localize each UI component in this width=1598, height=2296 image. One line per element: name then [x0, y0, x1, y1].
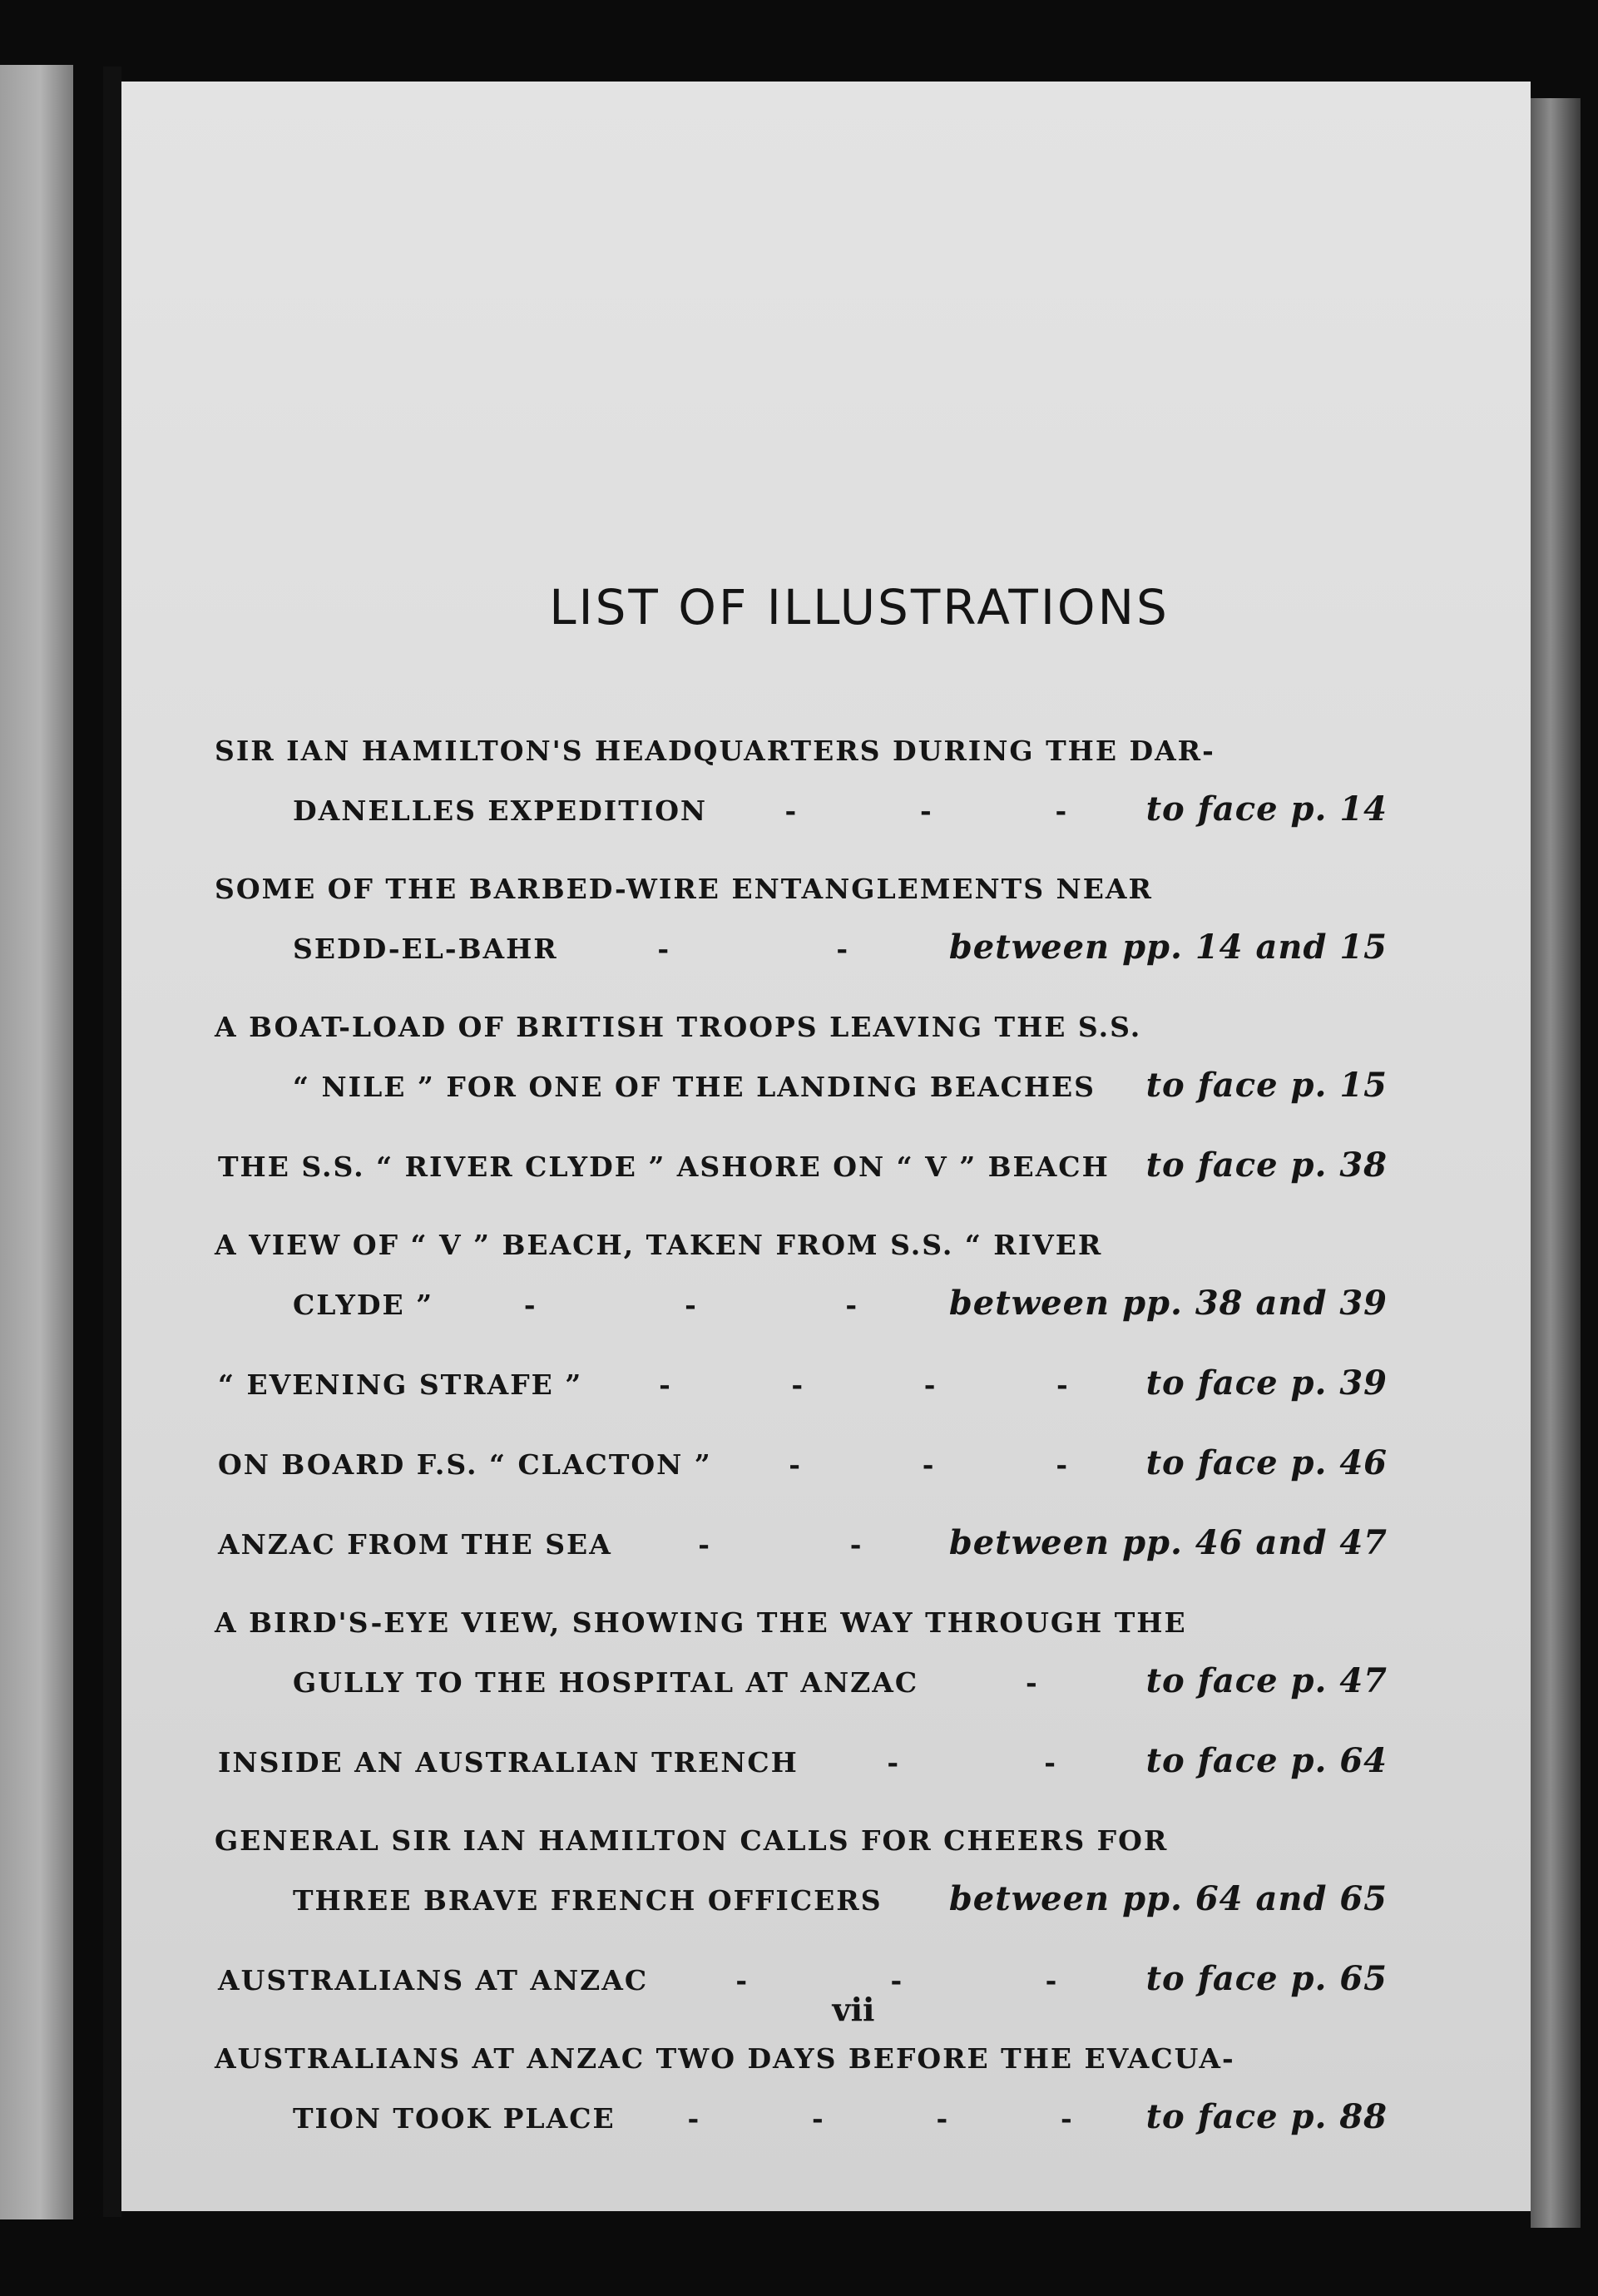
entry-line [215, 1136, 1388, 1195]
illustration-entry [215, 1514, 1388, 1572]
illustration-entry [215, 722, 1388, 839]
leader-dash: - [791, 1368, 805, 1401]
entry-line [215, 860, 1388, 918]
illustration-entry [215, 1434, 1388, 1492]
leader-dash: - [887, 1746, 901, 1779]
leader-dash: - [936, 2102, 950, 2135]
leader-dash: - [922, 1448, 936, 1481]
dot-leaders [616, 2090, 1146, 2148]
page-reference: to face p. 39 [1145, 1363, 1388, 1403]
book-gutter [103, 67, 121, 2217]
page-reference: to face p. 47 [1145, 1661, 1388, 1700]
leader-dash: - [687, 2102, 701, 2135]
entry-line [215, 1216, 1388, 1274]
entry-caption: SOME OF THE BARBED-WIRE ENTANGLEMENTS NEAR [215, 873, 1153, 905]
book-page [121, 82, 1531, 2211]
entry-caption: CLYDE ” [293, 1289, 434, 1321]
entry-line [215, 1274, 1388, 1333]
entry-caption: THREE BRAVE FRENCH OFFICERS [293, 1884, 883, 1917]
page-reference: between pp. 64 and 65 [948, 1879, 1388, 1918]
dot-leaders [707, 782, 1145, 840]
illustrations-list [215, 722, 1388, 2168]
illustration-entry [215, 1594, 1388, 1710]
leader-dash: - [1056, 1368, 1070, 1401]
page-reference: to face p. 14 [1145, 789, 1388, 829]
page-reference: between pp. 14 and 15 [948, 928, 1388, 967]
entry-line [215, 2030, 1388, 2088]
page-reference: to face p. 65 [1145, 1959, 1388, 1998]
entry-line [215, 1732, 1388, 1790]
dot-leaders [612, 1516, 949, 1574]
leader-dash: - [685, 1289, 698, 1321]
entry-line [215, 918, 1388, 977]
entry-line [215, 1870, 1388, 1928]
entry-line [215, 1594, 1388, 1652]
leader-dash: - [1056, 1448, 1070, 1481]
leader-dash: - [812, 2102, 825, 2135]
leader-dash: - [1055, 794, 1069, 827]
entry-caption: TION TOOK PLACE [293, 2102, 616, 2135]
page-reference: between pp. 46 and 47 [948, 1523, 1388, 1562]
leader-dash: - [789, 1448, 802, 1481]
entry-caption: “ NILE ” FOR ONE OF THE LANDING BEACHES [293, 1071, 1096, 1103]
leader-dash: - [1060, 2102, 1074, 2135]
page-reference: to face p. 15 [1145, 1066, 1388, 1105]
entry-caption: SIR IAN HAMILTON'S HEADQUARTERS DURING THE DAR- [215, 735, 1215, 767]
illustration-entry [215, 998, 1388, 1115]
leader-dash: - [890, 1964, 904, 1997]
entry-caption: ON BOARD F.S. “ CLACTON ” [218, 1448, 712, 1481]
entry-caption: AUSTRALIANS AT ANZAC [218, 1964, 649, 1997]
entry-line [215, 1514, 1388, 1572]
page-reference: to face p. 38 [1145, 1146, 1388, 1185]
leader-dash: - [836, 933, 850, 965]
illustration-entry [215, 1354, 1388, 1413]
entry-line [215, 780, 1388, 839]
entry-line [215, 1434, 1388, 1492]
entry-caption: GULLY TO THE HOSPITAL AT ANZAC [293, 1666, 919, 1699]
entry-caption: A BIRD'S-EYE VIEW, SHOWING THE WAY THROUGH THE [215, 1606, 1187, 1639]
leader-dash: - [1025, 1666, 1039, 1699]
entry-caption: ANZAC FROM THE SEA [218, 1528, 612, 1561]
dot-leaders [558, 920, 949, 978]
dot-leaders [582, 1356, 1145, 1414]
entry-caption: A VIEW OF “ V ” BEACH, TAKEN FROM S.S. “ RIVER [215, 1229, 1103, 1261]
leader-dash: - [735, 1964, 750, 1997]
illustration-entry [215, 860, 1388, 977]
leader-dash: - [784, 794, 799, 827]
illustration-entry [215, 1812, 1388, 1928]
entry-line [215, 722, 1388, 780]
page-reference: between pp. 38 and 39 [948, 1284, 1388, 1323]
page-title: LIST OF ILLUSTRATIONS [549, 579, 1170, 636]
entry-line [215, 998, 1388, 1056]
dot-leaders [712, 1436, 1146, 1494]
entry-line [215, 1056, 1388, 1115]
entry-caption: SEDD-EL-BAHR [293, 933, 558, 965]
page-reference: to face p. 46 [1145, 1443, 1388, 1482]
entry-caption: THE S.S. “ RIVER CLYDE ” ASHORE ON “ V ” BEACH [218, 1150, 1110, 1183]
dot-leaders [799, 1734, 1146, 1792]
dot-leaders [918, 1654, 1145, 1712]
facing-page-edge [0, 65, 73, 2219]
dot-leaders [433, 1276, 949, 1334]
page-number: vii [832, 1991, 875, 2028]
entry-line [215, 1354, 1388, 1413]
leader-dash: - [923, 1368, 938, 1401]
illustration-entry [215, 2030, 1388, 2146]
entry-caption: “ EVENING STRAFE ” [218, 1368, 583, 1401]
entry-caption: GENERAL SIR IAN HAMILTON CALLS FOR CHEERS FOR [215, 1824, 1169, 1857]
leader-dash: - [659, 1368, 672, 1401]
leader-dash: - [1045, 1964, 1059, 1997]
leader-dash: - [1044, 1746, 1057, 1779]
entry-caption: DANELLES EXPEDITION [293, 794, 708, 827]
illustration-entry [215, 1136, 1388, 1195]
entry-caption: INSIDE AN AUSTRALIAN TRENCH [218, 1746, 799, 1779]
leader-dash: - [845, 1289, 859, 1321]
leader-dash: - [919, 794, 933, 827]
entry-line [215, 1812, 1388, 1870]
page-stack-edge [1531, 98, 1581, 2228]
illustration-entry [215, 1216, 1388, 1333]
leader-dash: - [523, 1289, 537, 1321]
entry-line [215, 2088, 1388, 2146]
illustration-entry [215, 1732, 1388, 1790]
leader-dash: - [698, 1528, 711, 1561]
entry-line [215, 1652, 1388, 1710]
entry-caption: AUSTRALIANS AT ANZAC TWO DAYS BEFORE THE EVACUA- [215, 2042, 1235, 2075]
page-reference: to face p. 88 [1145, 2097, 1388, 2136]
leader-dash: - [849, 1528, 863, 1561]
page-reference: to face p. 64 [1145, 1741, 1388, 1780]
entry-caption: A BOAT-LOAD OF BRITISH TROOPS LEAVING THE S.S. [215, 1011, 1142, 1043]
leader-dash: - [657, 933, 671, 965]
